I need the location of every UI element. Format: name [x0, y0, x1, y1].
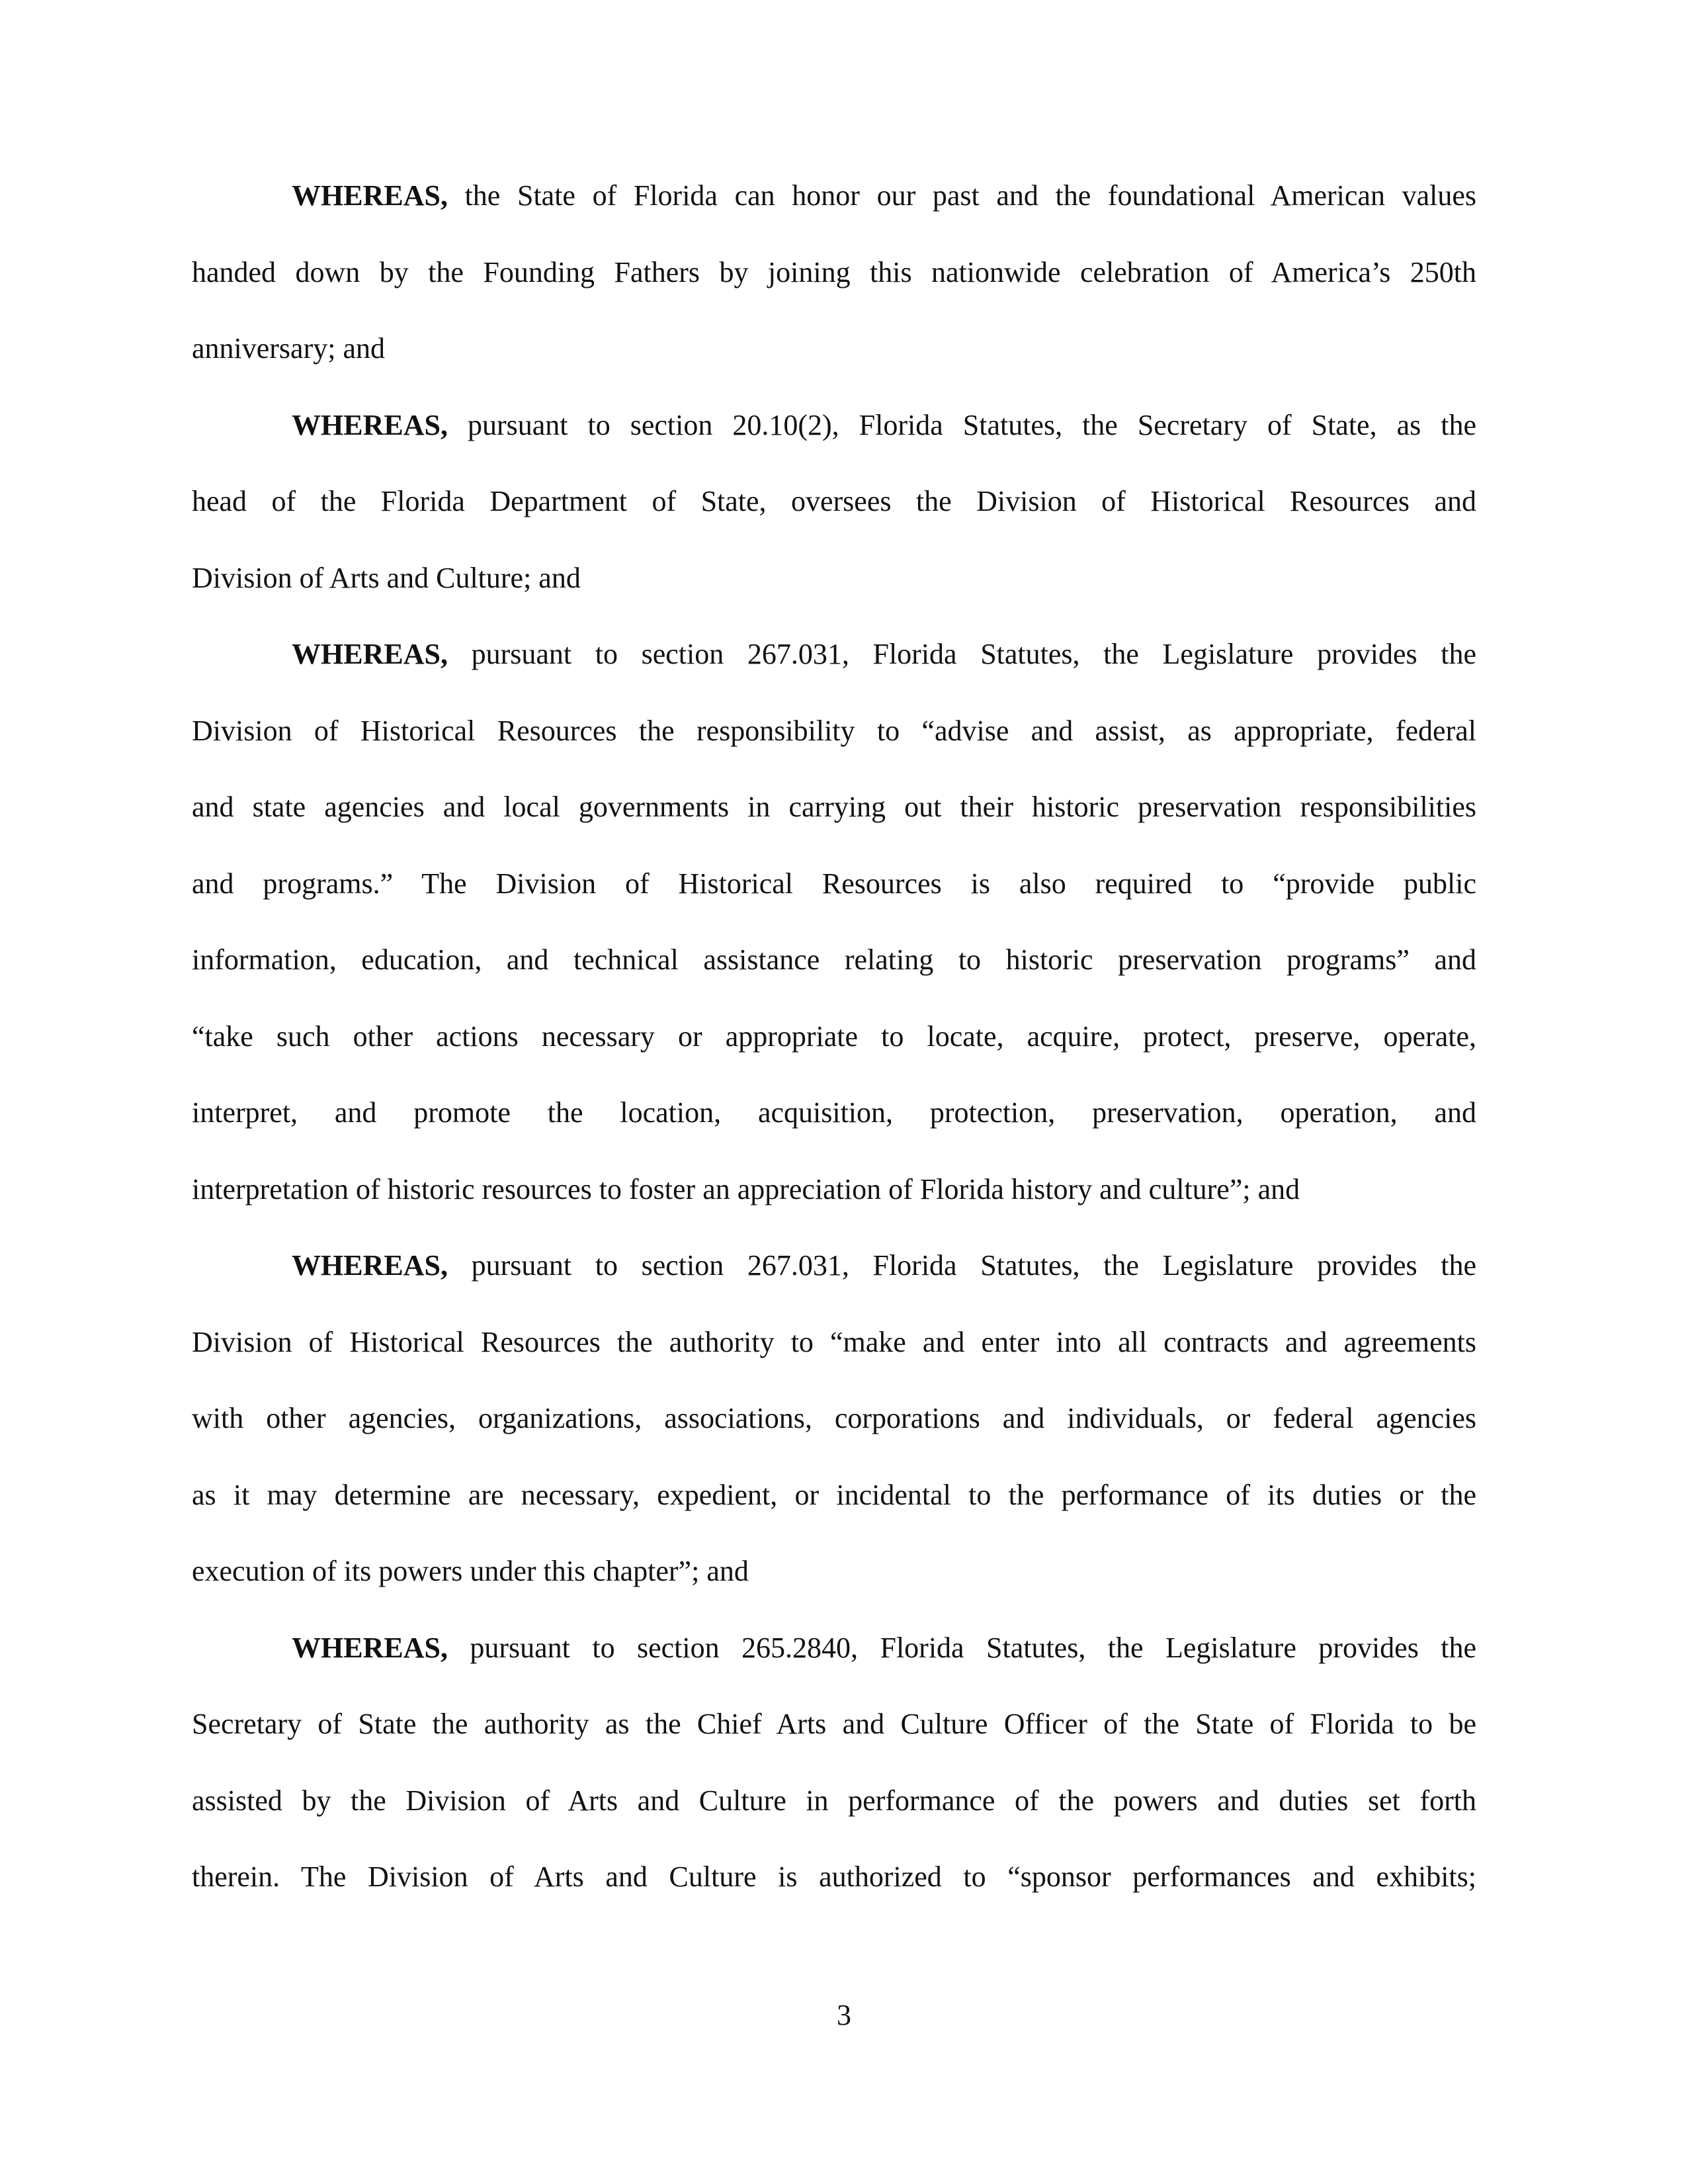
page-number: 3 — [837, 1999, 851, 2031]
paragraph-line: as it may determine are necessary, expedient, or incidental to the performance of its duties or the — [192, 1478, 1476, 1511]
paragraph-line: with other agencies, organizations, associations, corporations and individuals, or federal agencies — [192, 1402, 1476, 1434]
paragraph-line: Secretary of State the authority as the Chief Arts and Culture Officer of the State of Florida to be — [192, 1708, 1476, 1740]
whereas-paragraph — [192, 387, 1476, 617]
paragraph-line: Division of Historical Resources the authority to “make and enter into all contracts and agreements — [192, 1325, 1476, 1358]
paragraph-line: information, education, and technical assistance relating to historic preservation programs” and — [192, 943, 1476, 976]
paragraph-line: WHEREAS, the State of Florida can honor our past and the foundational American values — [292, 179, 1476, 212]
paragraph-line: anniversary; and — [192, 332, 385, 365]
paragraph-line: Division of Arts and Culture; and — [192, 561, 581, 594]
paragraph-line: assisted by the Division of Arts and Culture in performance of the powers and duties set forth — [192, 1784, 1476, 1817]
whereas-keyword: WHEREAS, — [292, 1249, 448, 1282]
whereas-keyword: WHEREAS, — [292, 638, 448, 670]
whereas-keyword: WHEREAS, — [292, 1631, 448, 1664]
paragraph-line: “take such other actions necessary or appropriate to locate, acquire, protect, preserve, operate, — [192, 1020, 1476, 1053]
paragraph-line: Division of Historical Resources the responsibility to “advise and assist, as appropriate, federal — [192, 714, 1476, 747]
whereas-keyword: WHEREAS, — [292, 408, 448, 441]
paragraph-line: WHEREAS, pursuant to section 267.031, Florida Statutes, the Legislature provides the — [292, 638, 1476, 670]
paragraph-line: head of the Florida Department of State, oversees the Division of Historical Resources and — [192, 485, 1476, 517]
paragraph-line: and programs.” The Division of Historical Resources is also required to “provide public — [192, 867, 1476, 900]
whereas-paragraph — [192, 1610, 1476, 1915]
paragraph-line: therein. The Division of Arts and Culture is authorized to “sponsor performances and exhibits; — [192, 1860, 1476, 1893]
document-body — [192, 157, 1476, 1915]
paragraph-line: interpretation of historic resources to foster an appreciation of Florida history and culture”; and — [192, 1172, 1300, 1205]
whereas-paragraph — [192, 1227, 1476, 1610]
paragraph-line: WHEREAS, pursuant to section 20.10(2), Florida Statutes, the Secretary of State, as the — [292, 408, 1476, 441]
whereas-paragraph — [192, 157, 1476, 387]
paragraph-line: handed down by the Founding Fathers by joining this nationwide celebration of America’s 250th — [192, 255, 1476, 288]
whereas-paragraph — [192, 616, 1476, 1227]
paragraph-line: interpret, and promote the location, acquisition, protection, preservation, operation, and — [192, 1096, 1476, 1129]
paragraph-line: and state agencies and local governments in carrying out their historic preservation responsibilities — [192, 791, 1476, 823]
paragraph-line: WHEREAS, pursuant to section 267.031, Florida Statutes, the Legislature provides the — [292, 1249, 1476, 1282]
paragraph-line: WHEREAS, pursuant to section 265.2840, Florida Statutes, the Legislature provides the — [292, 1631, 1476, 1664]
whereas-keyword: WHEREAS, — [292, 179, 448, 212]
paragraph-line: execution of its powers under this chapter”; and — [192, 1555, 749, 1587]
